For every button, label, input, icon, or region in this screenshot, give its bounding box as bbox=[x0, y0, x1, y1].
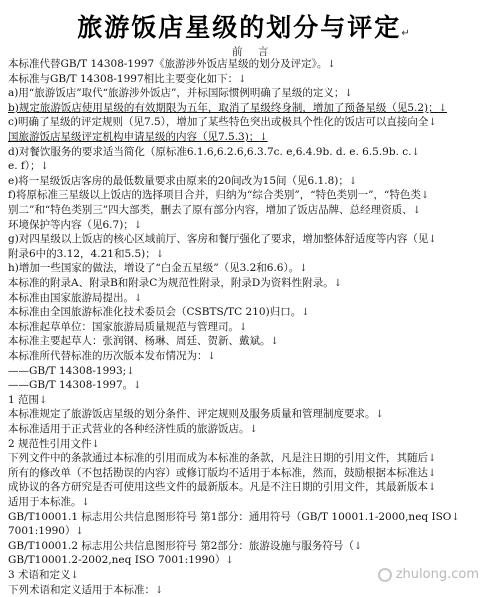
text-line bbox=[8, 102, 447, 115]
return-mark: ↓ bbox=[428, 234, 437, 246]
zhulong-logo-icon bbox=[378, 568, 392, 582]
text-line bbox=[8, 335, 279, 348]
return-mark: ↓ bbox=[299, 263, 308, 275]
text-line bbox=[8, 233, 437, 246]
text-line bbox=[8, 438, 100, 451]
return-mark: ↓ bbox=[327, 59, 336, 70]
text-line bbox=[8, 262, 308, 275]
line-text: 附录6中的3.12，4.21和5.5)； bbox=[8, 247, 156, 260]
line-text: 本标准所代替标准的历次版本发布情况为： bbox=[8, 350, 208, 362]
text-line bbox=[8, 569, 79, 582]
line-text: 2 规范性引用文件 bbox=[8, 437, 92, 450]
text-line bbox=[8, 321, 247, 334]
line-text: 别二”和“特色类别三”四大部类，删去了原有部分内容，增加了饭店品牌、总经理资质、 bbox=[8, 204, 413, 216]
line-text: 本标准规定了旅游饭店星级的划分条件、评定规则及服务质量和管理制度要求。 bbox=[8, 408, 376, 421]
return-mark: ↓ bbox=[39, 394, 48, 406]
return-mark: ↓ bbox=[301, 307, 310, 319]
text-line bbox=[8, 219, 142, 232]
text-line bbox=[8, 175, 357, 188]
text-line bbox=[8, 73, 247, 86]
return-mark: ↓ bbox=[155, 248, 165, 260]
return-mark: ↓ bbox=[428, 482, 437, 494]
line-text: 下列术语和定义适用于本标准： bbox=[8, 583, 155, 596]
line-text: 本标准代替GB/T 14308-1997《旅游涉外饭店星级的划分及评定》。 bbox=[8, 58, 328, 70]
line-text: 3 术语和定义 bbox=[8, 569, 71, 581]
return-mark: ↓ bbox=[428, 117, 437, 129]
return-mark: ↓ bbox=[239, 321, 248, 333]
line-text: h)增加一些国家的做法，增设了“白金五星级”（见3.2和6.6）。 bbox=[8, 262, 300, 275]
text-line bbox=[8, 160, 49, 173]
text-line bbox=[8, 496, 90, 509]
return-mark: ↓ bbox=[259, 132, 268, 143]
return-mark: ↓ bbox=[438, 102, 448, 114]
text-line bbox=[8, 350, 216, 363]
text-line bbox=[8, 394, 47, 407]
text-line bbox=[8, 379, 142, 392]
return-mark: ↓ bbox=[249, 424, 258, 435]
return-mark: ↓ bbox=[270, 336, 279, 348]
line-text: d)对餐饮服务的要求适当简化（原标准6.1.6,6.2.6,6.3.7c. e,6.4.9b. d. e. 6.5.9b. c. bbox=[8, 145, 412, 158]
return-mark: ↓ bbox=[238, 73, 247, 85]
watermark bbox=[378, 567, 479, 582]
text-line bbox=[8, 525, 84, 538]
preface-heading: 前 言 bbox=[232, 46, 275, 58]
text-line bbox=[8, 204, 421, 217]
line-text: 成协议的各方研究是否可使用这些文件的最新版本。凡是不注日期的引用文件，其最新版本 bbox=[8, 481, 428, 494]
line-text: e. f）； bbox=[8, 160, 41, 173]
return-mark: ↓ bbox=[133, 219, 143, 231]
text-line bbox=[8, 146, 420, 159]
paragraph-mark: ↵ bbox=[401, 28, 412, 39]
line-text: 本标准适用于正式营业的各种经济性质的旅游饭店。 bbox=[8, 423, 250, 435]
line-text: ——GB/T 14308-1997。 bbox=[8, 379, 134, 392]
text-line bbox=[8, 511, 460, 524]
return-mark: ↓ bbox=[344, 88, 353, 100]
text-line bbox=[8, 423, 258, 436]
line-text: GB/T10001.1 标志用公共信息图形符号 第1部分：通用符号（GB/T 10001.1-2000,neq ISO bbox=[8, 510, 452, 523]
text-line bbox=[8, 87, 353, 100]
line-text: 适用于本标准。 bbox=[8, 496, 82, 508]
line-text: b)规定旅游饭店使用星级的有效期限为五年，取消了星级终身制，增加了预备星级（见5.2)； bbox=[8, 101, 439, 114]
line-text: 1 范围 bbox=[8, 393, 40, 406]
return-mark: ↓ bbox=[420, 190, 430, 202]
text-line bbox=[8, 189, 429, 202]
line-text: 环境保护等内容（见6.7)； bbox=[8, 218, 134, 231]
text-line bbox=[8, 292, 142, 305]
return-mark: ↓ bbox=[75, 526, 84, 538]
text-line bbox=[8, 116, 437, 129]
return-mark: ↓ bbox=[207, 351, 216, 362]
return-mark: ↓ bbox=[348, 175, 358, 187]
text-line bbox=[8, 452, 436, 465]
text-line bbox=[8, 540, 362, 553]
return-mark: ↓ bbox=[411, 146, 420, 158]
text-line bbox=[8, 554, 234, 567]
return-mark: ↓ bbox=[428, 467, 437, 479]
line-text: 本标准起草单位：国家旅游局质量规范与管理司。 bbox=[8, 320, 239, 333]
text-line bbox=[8, 306, 310, 319]
line-text: g)对四星级以上饭店的核心区域前厅、客房和餐厅强化了要求，增加整体舒适度等内容（见 bbox=[8, 233, 429, 246]
line-text: 本标准与GB/T 14308-1997相比主要变化如下： bbox=[8, 72, 239, 85]
return-mark: ↓ bbox=[353, 540, 363, 552]
return-mark: ↓ bbox=[81, 497, 90, 508]
line-text: c)明确了星级的评定规则（见7.5），增加了某些特色突出或极具个性化的饭店可以直接向全 bbox=[8, 116, 429, 129]
return-mark: ↓ bbox=[428, 453, 437, 465]
line-text: 下列文件中的条款通过本标准的引用而成为本标准的条款，凡是注日期的引用文件，其随后 bbox=[8, 452, 428, 465]
return-mark: ↓ bbox=[91, 438, 100, 450]
return-mark: ↓ bbox=[155, 584, 164, 596]
text-line bbox=[8, 584, 163, 597]
return-mark: ↓ bbox=[412, 205, 421, 216]
text-line bbox=[8, 365, 135, 378]
text-line bbox=[8, 248, 164, 261]
line-text: ——GB/T 14308-1993; bbox=[8, 364, 127, 377]
return-mark: ↓ bbox=[126, 365, 135, 377]
return-mark: ↓ bbox=[451, 511, 460, 523]
line-text: f)将原标准三星级以上饭店的选择项目合并，归纳为“综合类别”，“特色类别一”，“特色类 bbox=[8, 189, 421, 202]
return-mark: ↓ bbox=[134, 292, 143, 304]
line-text: a)用“旅游饭店”取代“旅游涉外饭店”，并标国际惯例明确了星级的定义； bbox=[8, 87, 345, 100]
document-title bbox=[0, 8, 489, 44]
line-text: 所有的修改单（不包括勘误的内容）或修订版均不适用于本标准，然而，鼓励根据本标准达 bbox=[8, 466, 428, 479]
line-text: 7001:1990） bbox=[8, 525, 76, 538]
text-line bbox=[8, 408, 384, 421]
line-text: GB/T10001.2 标志用公共信息图形符号 第2部分：旅游设施与服务符号（ bbox=[8, 539, 354, 552]
text-line bbox=[8, 481, 436, 494]
return-mark: ↓ bbox=[333, 278, 343, 289]
return-mark: ↓ bbox=[70, 570, 79, 581]
line-text: 本标准主要起草人：张润钢、杨琳、周廷、贺新、戴斌。 bbox=[8, 335, 271, 348]
text-line bbox=[8, 467, 436, 480]
line-text: e)将一星级饭店客房的最低数量要求由原来的20间改为15间（见6.1.8)； bbox=[8, 174, 349, 187]
return-mark: ↓ bbox=[40, 161, 49, 173]
line-text: 本标准的附录A、附录B和附录C为规范性附录，附录D为资料性附录。 bbox=[8, 277, 334, 289]
line-text: 国旅游饭店星级评定机构申请星级的内容（见7.5.3)； bbox=[8, 131, 260, 143]
text-line bbox=[8, 58, 336, 71]
document-title-text: 旅游饭店星级的划分与评定 bbox=[77, 13, 402, 42]
line-text: 本标准由国家旅游局提出。 bbox=[8, 291, 134, 304]
line-text: 本标准由全国旅游标准化技术委员会（CSBTS/TC 210)归口。 bbox=[8, 306, 302, 319]
return-mark: ↓ bbox=[225, 555, 234, 567]
text-line bbox=[8, 277, 342, 290]
return-mark: ↓ bbox=[375, 409, 384, 421]
line-text: GB/T10001.2-2002,neq ISO 7001:1990） bbox=[8, 554, 226, 567]
return-mark: ↓ bbox=[133, 380, 142, 392]
text-line bbox=[8, 131, 268, 144]
watermark-text: zhulong.com bbox=[395, 567, 479, 582]
